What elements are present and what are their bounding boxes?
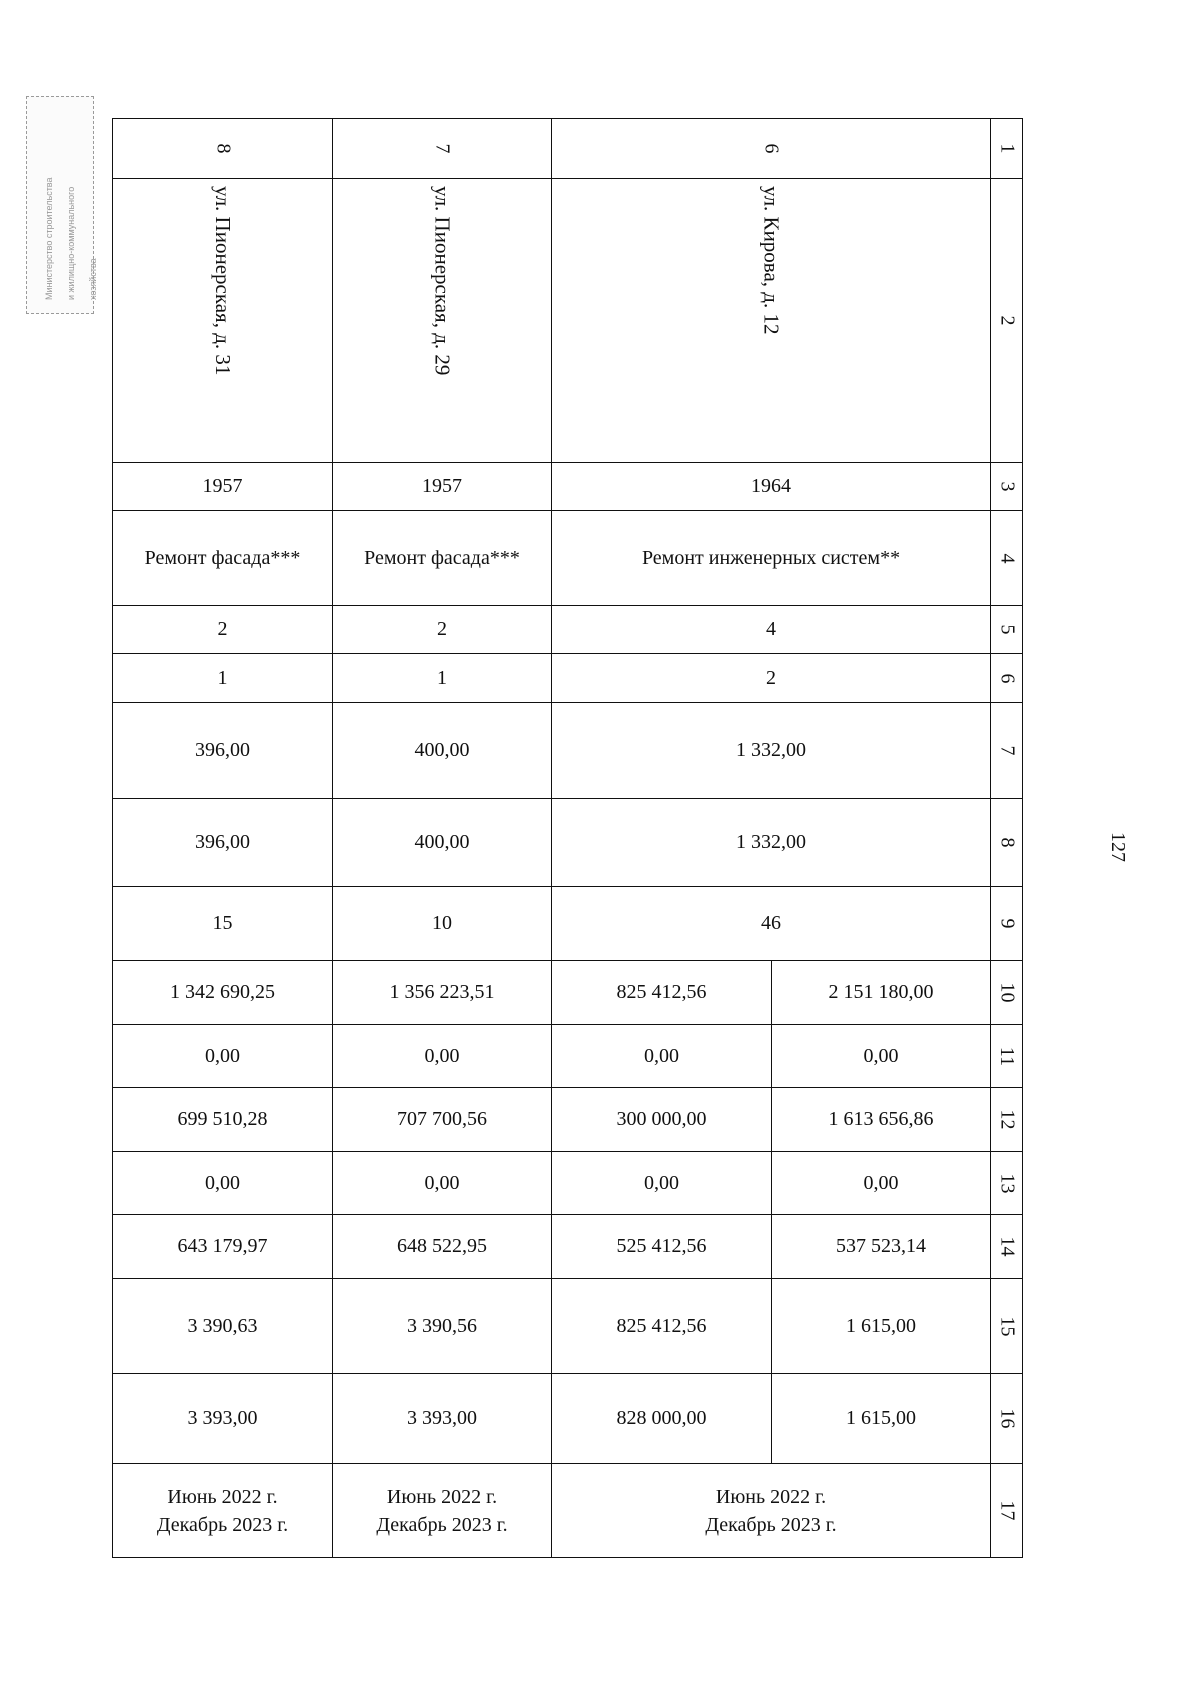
cell-c12: 707 700,56 <box>333 1088 552 1152</box>
cell-c10: 1 342 690,25 <box>113 961 333 1025</box>
cell-c8: 1 332,00 <box>552 799 991 887</box>
row-number: 8 <box>991 799 1023 887</box>
date-end: Декабрь 2023 г. <box>376 1513 508 1536</box>
cell-work-type: Ремонт фасада*** <box>333 511 552 606</box>
row-number: 13 <box>991 1152 1023 1215</box>
row-number: 10 <box>991 961 1023 1025</box>
cell-c8: 400,00 <box>333 799 552 887</box>
cell-c9: 46 <box>552 887 991 961</box>
cell-c10: 825 412,56 <box>552 961 772 1025</box>
cell-c7: 396,00 <box>113 703 333 799</box>
table-row <box>113 1025 1023 1088</box>
cell-dates <box>333 1464 552 1558</box>
table-row <box>113 799 1023 887</box>
page-number: 127 <box>1107 832 1129 862</box>
table-row <box>113 606 1023 654</box>
cell-c10: 1 356 223,51 <box>333 961 552 1025</box>
cell-no: 8 <box>113 119 333 179</box>
cell-c16: 828 000,00 <box>552 1374 772 1464</box>
cell-c14: 648 522,95 <box>333 1215 552 1279</box>
row-number: 16 <box>991 1374 1023 1464</box>
table-row <box>113 703 1023 799</box>
cell-year: 1957 <box>113 463 333 511</box>
table-row <box>113 1374 1023 1464</box>
date-end: Декабрь 2023 г. <box>705 1513 837 1536</box>
cell-c13: 0,00 <box>113 1152 333 1215</box>
cell-dates <box>113 1464 333 1558</box>
cell-c7: 400,00 <box>333 703 552 799</box>
row-number: 4 <box>991 511 1023 606</box>
table-row <box>113 511 1023 606</box>
table-row <box>113 1088 1023 1152</box>
date-end: Декабрь 2023 г. <box>156 1513 289 1536</box>
cell-c12: 699 510,28 <box>113 1088 333 1152</box>
cell-c5: 4 <box>552 606 991 654</box>
row-number: 9 <box>991 887 1023 961</box>
cell-address: ул. Пионерская, д. 29 <box>333 179 552 463</box>
table-row <box>113 1464 1023 1558</box>
row-number: 12 <box>991 1088 1023 1152</box>
table-row <box>113 961 1023 1025</box>
cell-c7: 1 332,00 <box>552 703 991 799</box>
cell-year: 1957 <box>333 463 552 511</box>
cell-address: ул. Пионерская, д. 31 <box>113 179 333 463</box>
cell-c15: 1 615,00 <box>772 1279 991 1374</box>
cell-c12: 1 613 656,86 <box>772 1088 991 1152</box>
table-row <box>113 1279 1023 1374</box>
cell-c5: 2 <box>333 606 552 654</box>
cell-c6: 1 <box>333 654 552 703</box>
table-row <box>113 179 1023 463</box>
cell-year: 1964 <box>552 463 991 511</box>
cell-work-type: Ремонт инженерных систем** <box>552 511 991 606</box>
cell-c13: 0,00 <box>552 1152 772 1215</box>
cell-dates <box>552 1464 991 1558</box>
cell-c14: 643 179,97 <box>113 1215 333 1279</box>
cell-c12: 300 000,00 <box>552 1088 772 1152</box>
cell-c8: 396,00 <box>113 799 333 887</box>
cell-c13: 0,00 <box>772 1152 991 1215</box>
date-start: Июнь 2022 г. <box>715 1485 827 1508</box>
row-number: 11 <box>991 1025 1023 1088</box>
cell-c13: 0,00 <box>333 1152 552 1215</box>
row-number: 3 <box>991 463 1023 511</box>
table-row <box>113 1152 1023 1215</box>
cell-c15: 825 412,56 <box>552 1279 772 1374</box>
row-number: 7 <box>991 703 1023 799</box>
table-row <box>113 463 1023 511</box>
row-number: 5 <box>991 606 1023 654</box>
cell-c16: 1 615,00 <box>772 1374 991 1464</box>
table-row <box>113 1215 1023 1279</box>
table-row <box>113 119 1023 179</box>
cell-c9: 10 <box>333 887 552 961</box>
cell-c6: 2 <box>552 654 991 703</box>
registration-stamp-text: Министерство строительства и жилищно-коммунального хозяйства <box>44 177 98 300</box>
cell-c5: 2 <box>113 606 333 654</box>
cell-c11: 0,00 <box>333 1025 552 1088</box>
cell-c9: 15 <box>113 887 333 961</box>
repair-program-table <box>112 118 1023 1558</box>
cell-c16: 3 393,00 <box>113 1374 333 1464</box>
row-number: 15 <box>991 1279 1023 1374</box>
cell-c11: 0,00 <box>552 1025 772 1088</box>
cell-c15: 3 390,56 <box>333 1279 552 1374</box>
table-row <box>113 654 1023 703</box>
table-row <box>113 887 1023 961</box>
cell-c11: 0,00 <box>113 1025 333 1088</box>
cell-c6: 1 <box>113 654 333 703</box>
cell-c15: 3 390,63 <box>113 1279 333 1374</box>
cell-no: 6 <box>552 119 991 179</box>
row-number: 2 <box>991 179 1023 463</box>
cell-c14: 537 523,14 <box>772 1215 991 1279</box>
row-number: 17 <box>991 1464 1023 1558</box>
cell-c14: 525 412,56 <box>552 1215 772 1279</box>
cell-address: ул. Кирова, д. 12 <box>552 179 991 463</box>
date-start: Июнь 2022 г. <box>386 1485 498 1508</box>
cell-c10: 2 151 180,00 <box>772 961 991 1025</box>
row-number: 14 <box>991 1215 1023 1279</box>
cell-c16: 3 393,00 <box>333 1374 552 1464</box>
cell-no: 7 <box>333 119 552 179</box>
cell-c11: 0,00 <box>772 1025 991 1088</box>
row-number: 6 <box>991 654 1023 703</box>
row-number: 1 <box>991 119 1023 179</box>
cell-work-type: Ремонт фасада*** <box>113 511 333 606</box>
date-start: Июнь 2022 г. <box>167 1485 278 1508</box>
